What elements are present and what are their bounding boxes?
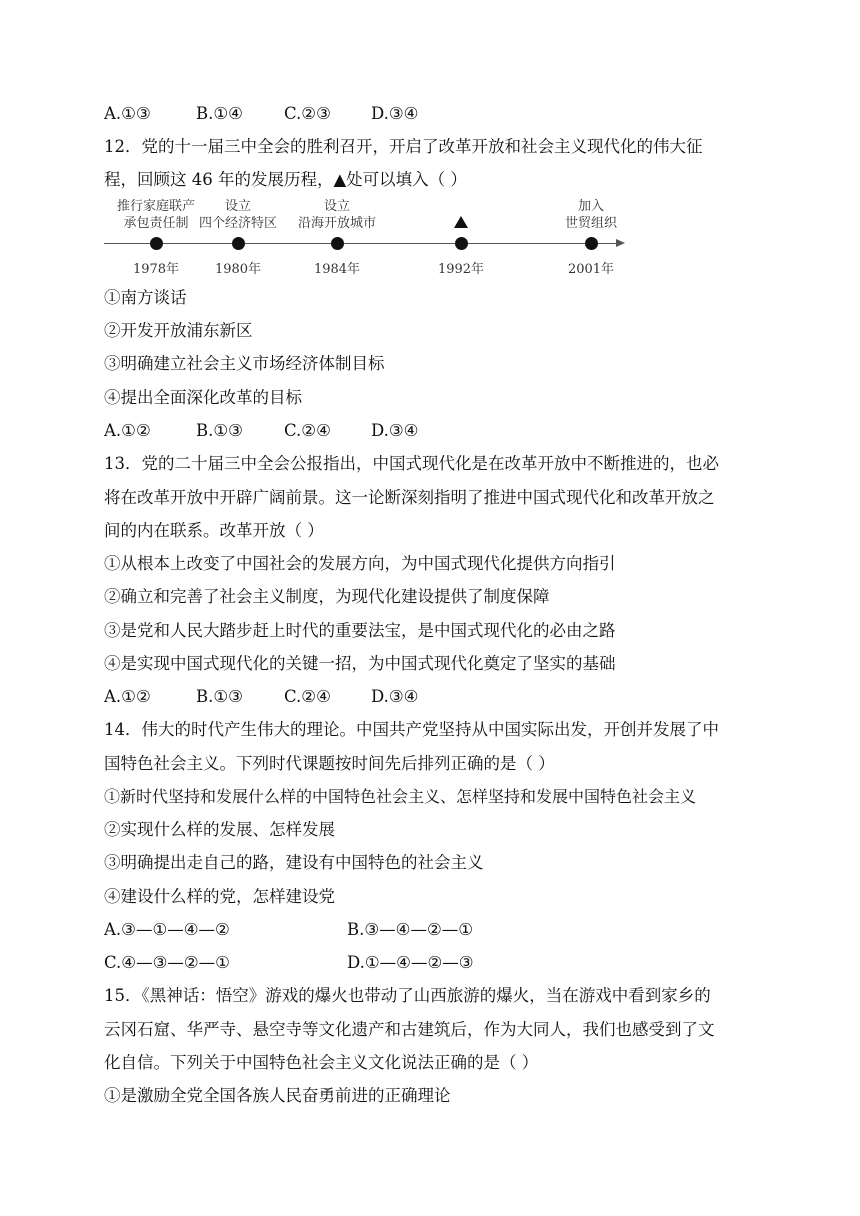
q12-option-c: C.②④ — [284, 421, 331, 440]
timeline-label: 推行家庭联产 — [116, 199, 195, 214]
timeline-dot — [585, 237, 598, 250]
timeline-axis — [104, 243, 618, 244]
q13-item-3: ③是党和人民大踏步赶上时代的重要法宝，是中国式现代化的必由之路 — [104, 621, 616, 640]
timeline-label: 加入 — [577, 199, 604, 214]
q11-option-c: C.②③ — [284, 104, 331, 123]
q14-option-b: B.③—④—②—① — [347, 920, 474, 939]
q15-stem-line3: 化自信。下列关于中国特色社会主义文化说法正确的是（ ） — [104, 1053, 539, 1072]
timeline-year: 2001年 — [567, 262, 615, 277]
triangle-marker-icon — [454, 216, 468, 228]
q14-stem-line1: 14．伟大的时代产生伟大的理论。中国共产党坚持从中国实际出发，开创并发展了中 — [104, 720, 719, 739]
timeline-label: 沿海开放城市 — [297, 216, 376, 231]
q13-option-a: A.①② — [104, 687, 151, 706]
q14-item-2: ②实现什么样的发展、怎样发展 — [104, 820, 335, 839]
timeline-dot — [455, 237, 468, 250]
q12-item-2: ②开发开放浦东新区 — [104, 321, 253, 340]
timeline-year: 1992年 — [437, 262, 485, 277]
q11-option-d: D.③④ — [371, 104, 419, 123]
q14-option-a: A.③—①—④—② — [104, 920, 230, 939]
q14-item-1: ①新时代坚持和发展什么样的中国特色社会主义、怎样坚持和发展中国特色社会主义 — [104, 787, 697, 806]
q14-item-4: ④建设什么样的党，怎样建设党 — [104, 887, 335, 906]
timeline-event-2001 — [531, 198, 651, 232]
q13-stem-line1: 13．党的二十届三中全会公报指出，中国式现代化是在改革开放中不断推进的，也必 — [104, 454, 719, 473]
q13-option-c: C.②④ — [284, 687, 331, 706]
q12-options — [104, 419, 418, 443]
q15-item-1: ①是激励全党全国各族人民奋勇前进的正确理论 — [104, 1086, 451, 1105]
timeline-year: 1980年 — [214, 262, 262, 277]
q11-option-b: B.①④ — [196, 104, 243, 123]
timeline-dot — [232, 237, 245, 250]
q13-option-b: B.①③ — [196, 687, 243, 706]
q13-stem-line2: 将在改革开放中开辟广阔前景。这一论断深刻指明了推进中国式现代化和改革开放之 — [104, 488, 715, 507]
q12-option-a: A.①② — [104, 421, 151, 440]
timeline-label: 世贸组织 — [564, 216, 617, 231]
q13-item-1: ①从根本上改变了中国社会的发展方向，为中国式现代化提供方向指引 — [104, 554, 616, 573]
q14-option-c: C.④—③—②—① — [104, 953, 230, 972]
q11-option-a: A.①③ — [104, 104, 151, 123]
q12-stem-line1: 12．党的十一届三中全会的胜利召开，开启了改革开放和社会主义现代化的伟大征 — [104, 137, 703, 156]
q13-option-d: D.③④ — [371, 687, 419, 706]
q14-stem-line2: 国特色社会主义。下列时代课题按时间先后排列正确的是（ ） — [104, 754, 555, 773]
q13-item-2: ②确立和完善了社会主义制度，为现代化建设提供了制度保障 — [104, 587, 550, 606]
timeline-label: 设立 — [224, 199, 251, 214]
q14-options-row2 — [104, 951, 474, 975]
timeline-year: 1978年 — [132, 262, 180, 277]
timeline-label: 设立 — [323, 199, 350, 214]
q12-timeline — [104, 198, 634, 280]
timeline-dot — [150, 237, 163, 250]
timeline-dot — [331, 237, 344, 250]
timeline-arrow-icon — [616, 239, 625, 247]
q15-stem-line1: 15．《黑神话：悟空》游戏的爆火也带动了山西旅游的爆火，当在游戏中看到家乡的 — [104, 986, 711, 1005]
q13-options — [104, 685, 418, 709]
q12-option-b: B.①③ — [196, 421, 243, 440]
q14-item-3: ③明确提出走自己的路，建设有中国特色的社会主义 — [104, 853, 484, 872]
q12-item-4: ④提出全面深化改革的目标 — [104, 388, 302, 407]
timeline-label: 四个经济特区 — [198, 216, 277, 231]
q12-item-3: ③明确建立社会主义市场经济体制目标 — [104, 354, 385, 373]
q12-option-d: D.③④ — [371, 421, 419, 440]
timeline-event-1984 — [277, 198, 397, 232]
q12-stem-line2: 程，回顾这 46 年的发展历程，▲处可以填入（ ） — [104, 170, 467, 189]
q14-options-row1 — [104, 918, 473, 942]
q13-stem-line3: 间的内在联系。改革开放（ ） — [104, 521, 324, 540]
q14-option-d: D.①—④—②—③ — [347, 953, 474, 972]
q15-stem-line2: 云冈石窟、华严寺、悬空寺等文化遗产和古建筑后，作为大同人，我们也感受到了文 — [104, 1020, 715, 1039]
q11-options — [104, 102, 418, 126]
timeline-label: 承包责任制 — [123, 216, 189, 231]
q12-item-1: ①南方谈话 — [104, 288, 187, 307]
timeline-year: 1984年 — [313, 262, 361, 277]
q13-item-4: ④是实现中国式现代化的关键一招，为中国式现代化奠定了坚实的基础 — [104, 654, 616, 673]
